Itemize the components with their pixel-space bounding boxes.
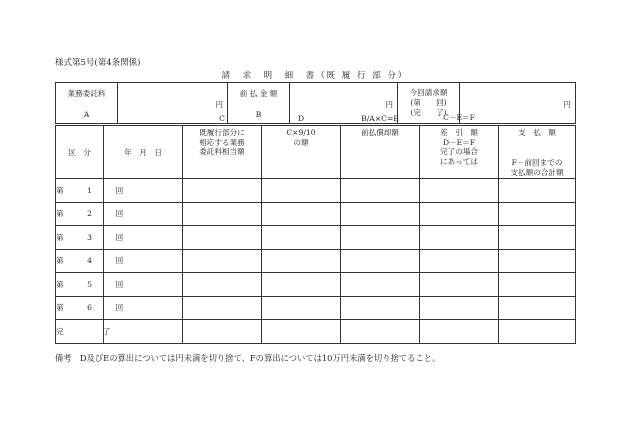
col-g-title: 支 払 額 — [518, 128, 556, 137]
col-d-sub: D — [297, 114, 305, 123]
date-header: 年 月 日 — [104, 126, 183, 179]
col-c-line2: 相応する業務 — [199, 137, 245, 147]
col-f-header — [420, 113, 499, 179]
entry-cell[interactable] — [183, 273, 262, 297]
entry-cell[interactable] — [341, 226, 420, 250]
col-g-line2: F－前回までの — [511, 158, 563, 167]
col-f-line2: D－E＝F — [442, 137, 476, 147]
col-e-header — [341, 114, 420, 179]
col-c-sub: C — [219, 114, 225, 123]
col-d-line1: C×9/10 — [286, 128, 316, 137]
row-label: 第 3 回 — [56, 226, 104, 250]
entry-cell[interactable] — [183, 249, 262, 273]
header-row — [56, 126, 576, 179]
table-row — [56, 320, 576, 344]
row-label: 完 了 — [56, 320, 104, 344]
entry-cell[interactable] — [499, 179, 576, 203]
entry-cell[interactable] — [262, 179, 341, 203]
row-label: 第 2 回 — [56, 202, 104, 226]
entry-cell[interactable] — [183, 202, 262, 226]
entry-cell[interactable] — [499, 320, 576, 344]
entry-cell[interactable] — [262, 320, 341, 344]
col-d-line2: の額 — [293, 137, 309, 147]
entry-cell[interactable] — [420, 296, 499, 320]
entry-cell[interactable] — [183, 320, 262, 344]
col-c-header — [183, 114, 262, 179]
entry-cell[interactable] — [262, 249, 341, 273]
entry-cell[interactable] — [341, 296, 420, 320]
entry-cell[interactable] — [183, 296, 262, 320]
division-header: 区 分 — [56, 126, 104, 179]
current-claim-round: (第 回) — [410, 98, 447, 107]
document-title: 請 求 明 細 書（既 履 行 部 分） — [221, 71, 409, 81]
entry-cell[interactable] — [420, 202, 499, 226]
entry-cell[interactable] — [499, 249, 576, 273]
col-c-line3: 委託料相当額 — [199, 147, 245, 157]
col-g-line3: 支払額の合計額 — [510, 168, 564, 177]
yen-unit-2: 円 — [385, 100, 393, 109]
col-f-line1: 差 引 額 — [440, 128, 478, 137]
detail-rows — [56, 179, 576, 344]
detail-table — [55, 113, 576, 344]
table-row — [56, 273, 576, 297]
entry-cell[interactable] — [183, 226, 262, 250]
row-label: 第 4 回 — [56, 249, 104, 273]
table-row — [56, 202, 576, 226]
entry-cell[interactable] — [499, 296, 576, 320]
col-f-line3: 完了の場合 — [440, 147, 478, 157]
entry-cell[interactable] — [341, 179, 420, 203]
entry-cell[interactable] — [341, 249, 420, 273]
table-row — [56, 249, 576, 273]
entry-cell[interactable] — [420, 320, 499, 344]
current-claim-complete: (完 了) — [410, 108, 447, 117]
entry-cell[interactable] — [499, 226, 576, 250]
row-label: 第 1 回 — [56, 179, 104, 203]
current-claim-label: 今回請求額 — [409, 88, 448, 97]
remarks-note: 備考 D及びEの算出については円未満を切り捨て、Fの算出については10万円未満を切り捨てること。 — [55, 353, 441, 363]
entry-cell[interactable] — [262, 202, 341, 226]
col-f-sub: C－E＝F — [443, 113, 475, 122]
col-g-header — [499, 126, 576, 179]
entry-cell[interactable] — [420, 226, 499, 250]
consign-fee-sub: A — [83, 110, 90, 119]
entry-cell[interactable] — [420, 179, 499, 203]
consign-fee-label-cell — [56, 83, 118, 124]
col-d-header — [262, 114, 341, 179]
yen-unit-1: 円 — [215, 100, 223, 109]
entry-cell[interactable] — [341, 202, 420, 226]
col-e-line1: 前払償却額 — [361, 128, 399, 137]
table-row — [56, 226, 576, 250]
entry-cell[interactable] — [183, 179, 262, 203]
advance-sub: B — [255, 110, 262, 119]
entry-cell[interactable] — [341, 320, 420, 344]
entry-cell[interactable] — [262, 273, 341, 297]
entry-cell[interactable] — [499, 202, 576, 226]
row-label: 第 5 回 — [56, 273, 104, 297]
row-label: 第 6 回 — [56, 296, 104, 320]
yen-unit-3: 円 — [563, 100, 571, 109]
entry-cell[interactable] — [420, 273, 499, 297]
col-e-sub: B/A×C=E — [361, 114, 399, 123]
entry-cell[interactable] — [262, 226, 341, 250]
advance-label: 前 払 金 額 — [239, 89, 278, 98]
table-row — [56, 179, 576, 203]
entry-cell[interactable] — [341, 273, 420, 297]
consign-fee-label: 業務委託料 — [67, 89, 106, 98]
col-c-line1: 既履行部分に — [199, 128, 245, 137]
entry-cell[interactable] — [499, 273, 576, 297]
table-row — [56, 296, 576, 320]
col-f-line4: にあっては — [440, 156, 478, 166]
entry-cell[interactable] — [262, 296, 341, 320]
entry-cell[interactable] — [420, 249, 499, 273]
form-number-label: 様式第5号(第4条関係) — [55, 58, 141, 68]
